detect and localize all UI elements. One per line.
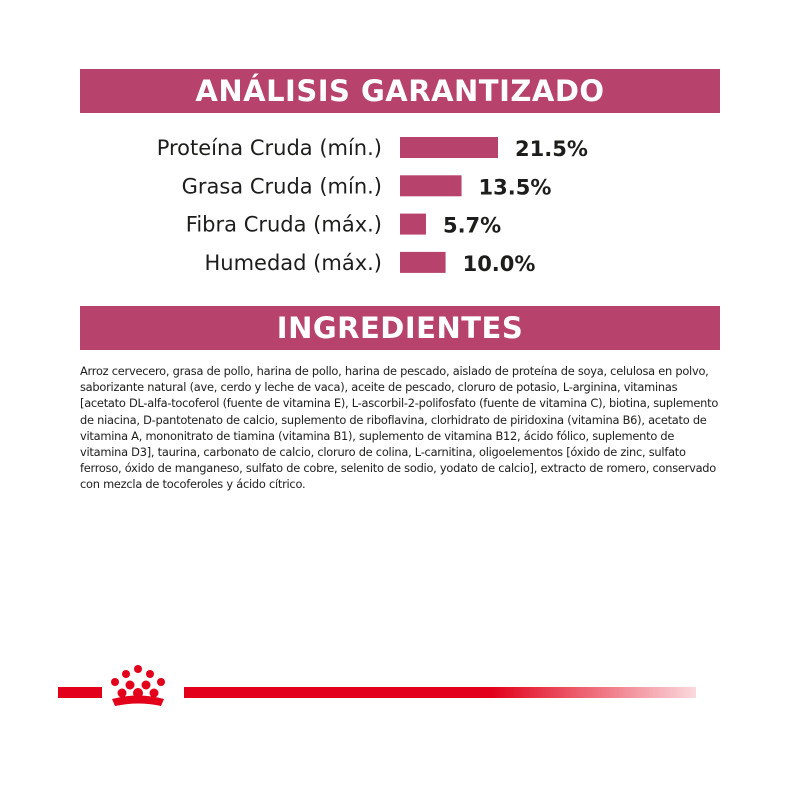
- bar: [400, 252, 446, 273]
- ingredients-title: INGREDIENTES: [276, 311, 524, 345]
- category-label: Fibra Cruda (máx.): [185, 212, 382, 237]
- bar: [400, 175, 462, 196]
- value-label: 13.5%: [478, 175, 552, 200]
- value-label: 21.5%: [515, 137, 588, 161]
- value-label: 10.0%: [462, 251, 536, 276]
- bar: [400, 214, 426, 235]
- ingredients-text: Arroz cervecero, grasa de pollo, harina de pollo, harina de pescado, aislado de proteína de soya, celulosa en polvo, saborizante natural (ave, cerdo y leche de vaca), aceite de pescado, cloruro de potasio, L-arginina, vitaminas [acetato DL-alfa-tocoferol (fuente de vitamina E), L-ascorbil-2-polifosfato (fuente de vitamina C), biotina, suplemento de niacina, D-pantotenato de calcio, suplemento de riboflavina, clorhidrato de piridoxina (vitamina B6), acetato de vitamina A, mononitrato de tiamina (vitamina B1), suplemento de vitamina B12, ácido fólico, suplemento de vitamina D3], taurina, carbonato de calcio, cloruro de colina, L-carnitina, oligoelementos [óxido de zinc, sulfato ferroso, óxido de manganeso, sulfato de cobre, selenito de sodio, yodato de calcio], extracto de romero, conservado con mezcla de tocoferoles y ácido cítrico.: [80, 364, 719, 492]
- crown-icon: [100, 662, 176, 710]
- bar: [400, 137, 498, 158]
- footer-line-right: [184, 687, 696, 698]
- category-label: Grasa Cruda (mín.): [181, 174, 382, 199]
- nutrition-bar-chart: [0, 0, 800, 300]
- ingredients-title-banner: [80, 306, 720, 350]
- category-label: Proteína Cruda (mín.): [156, 136, 382, 160]
- footer-line-left: [58, 687, 102, 698]
- value-label: 5.7%: [442, 213, 502, 238]
- analysis-title: ANÁLISIS GARANTIZADO: [195, 74, 605, 108]
- category-label: Humedad (máx.): [204, 250, 382, 275]
